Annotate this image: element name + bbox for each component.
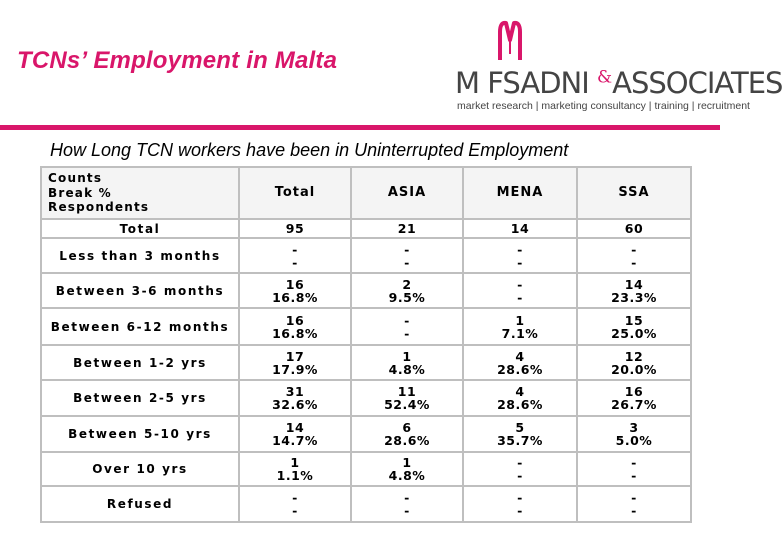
corner-line-break: Break % — [48, 185, 112, 200]
cell-count: 31 — [285, 384, 305, 399]
cell-percent: 16.8% — [272, 325, 318, 341]
cell-mena — [463, 308, 577, 345]
cell-count: 4 — [515, 384, 525, 399]
cell-percent: 32.6% — [272, 397, 318, 412]
cell-percent: 52.4% — [384, 397, 430, 412]
row-label: Over 10 yrs — [41, 452, 239, 486]
employment-table-container — [40, 166, 690, 524]
table-total-row — [41, 219, 691, 238]
cell-percent: 9.5% — [388, 289, 426, 305]
cell-percent: 20.0% — [611, 361, 657, 377]
slide-title: TCNs’ Employment in Malta — [17, 47, 338, 74]
cell-count: - — [292, 241, 298, 257]
cell-ssa — [577, 380, 691, 416]
table-corner-legend — [41, 167, 239, 219]
cell-count: - — [631, 490, 637, 505]
column-header-asia: ASIA — [351, 167, 463, 219]
cell-mena — [463, 452, 577, 486]
cell-count: 14 — [285, 420, 305, 435]
cell-percent: 4.8% — [388, 468, 426, 483]
corner-line-counts: Counts — [48, 171, 103, 186]
cell-total — [239, 308, 351, 345]
cell-percent: - — [631, 503, 637, 518]
cell-count: - — [292, 490, 298, 505]
cell-ssa — [577, 416, 691, 452]
cell-count: 12 — [624, 348, 644, 364]
cell-ssa — [577, 238, 691, 273]
cell-percent: 35.7% — [497, 433, 543, 448]
cell-ssa — [577, 273, 691, 308]
cell-mena — [463, 238, 577, 273]
logo-name-left: M FSADNI — [455, 66, 589, 100]
table-row — [41, 273, 691, 308]
cell-count: 11 — [397, 384, 417, 399]
row-label: Between 6-12 months — [41, 308, 239, 345]
table-row — [41, 345, 691, 380]
cell-mena — [463, 380, 577, 416]
cell-asia — [351, 238, 463, 273]
logo-tagline: market research | marketing consultancy | training | recruitment — [457, 100, 750, 112]
table-header-row — [41, 167, 691, 219]
table-row — [41, 238, 691, 273]
logo-m-mark-icon — [496, 20, 524, 62]
cell-count: - — [631, 455, 637, 470]
company-logo — [455, 18, 782, 120]
cell-percent: 28.6% — [497, 361, 543, 377]
cell-count: 16 — [285, 312, 305, 328]
cell-percent: 16.8% — [272, 289, 318, 305]
cell-count: 16 — [624, 384, 644, 399]
cell-total — [239, 486, 351, 522]
total-value-mena: 14 — [463, 219, 577, 238]
cell-total — [239, 416, 351, 452]
cell-percent: 14.7% — [272, 433, 318, 448]
cell-count: 1 — [290, 455, 300, 470]
cell-total — [239, 238, 351, 273]
cell-percent: - — [292, 254, 298, 270]
cell-percent: - — [517, 254, 523, 270]
cell-percent: - — [631, 468, 637, 483]
cell-count: 4 — [515, 348, 525, 364]
table-row — [41, 380, 691, 416]
cell-count: - — [517, 490, 523, 505]
cell-ssa — [577, 345, 691, 380]
row-label-total: Total — [41, 219, 239, 238]
cell-count: 2 — [402, 276, 412, 292]
table-row — [41, 452, 691, 486]
table-body — [41, 167, 691, 522]
row-label: Less than 3 months — [41, 238, 239, 273]
cell-count: 1 — [402, 455, 412, 470]
cell-asia — [351, 452, 463, 486]
logo-ampersand: & — [597, 67, 613, 88]
cell-total — [239, 345, 351, 380]
cell-percent: 7.1% — [501, 325, 539, 341]
cell-mena — [463, 416, 577, 452]
cell-count: 6 — [402, 420, 412, 435]
cell-percent: - — [517, 468, 523, 483]
row-label: Between 1-2 yrs — [41, 345, 239, 380]
cell-percent: - — [292, 503, 298, 518]
total-value-ssa: 60 — [577, 219, 691, 238]
row-label: Refused — [41, 486, 239, 522]
cell-count: 14 — [624, 276, 644, 292]
table-subtitle: How Long TCN workers have been in Uninterrupted Employment — [50, 140, 569, 160]
cell-count: 17 — [285, 348, 305, 364]
corner-line-respondents: Respondents — [48, 200, 150, 215]
cell-percent: 28.6% — [384, 433, 430, 448]
cell-percent: 1.1% — [276, 468, 314, 483]
cell-asia — [351, 486, 463, 522]
cell-asia — [351, 273, 463, 308]
cell-percent: 26.7% — [611, 397, 657, 412]
column-header-mena: MENA — [463, 167, 577, 219]
cell-percent: - — [404, 254, 410, 270]
logo-wordmark — [455, 66, 782, 100]
cell-percent: 17.9% — [272, 361, 318, 377]
row-label: Between 3-6 months — [41, 273, 239, 308]
cell-count: - — [404, 490, 410, 505]
column-header-total: Total — [239, 167, 351, 219]
cell-total — [239, 273, 351, 308]
cell-count: 16 — [285, 276, 305, 292]
cell-count: 1 — [402, 348, 412, 364]
cell-ssa — [577, 452, 691, 486]
cell-percent: 5.0% — [615, 433, 653, 448]
cell-count: 15 — [624, 312, 644, 328]
cell-count: - — [517, 241, 523, 257]
table-row — [41, 486, 691, 522]
cell-asia — [351, 345, 463, 380]
table-row — [41, 416, 691, 452]
cell-asia — [351, 416, 463, 452]
employment-duration-table — [40, 166, 692, 523]
cell-percent: 4.8% — [388, 361, 426, 377]
cell-percent: 25.0% — [611, 325, 657, 341]
row-label: Between 2-5 yrs — [41, 380, 239, 416]
cell-percent: 28.6% — [497, 397, 543, 412]
cell-percent: - — [517, 503, 523, 518]
cell-percent: - — [404, 325, 410, 341]
cell-count: - — [404, 241, 410, 257]
cell-total — [239, 452, 351, 486]
cell-asia — [351, 308, 463, 345]
cell-count: - — [631, 241, 637, 257]
cell-ssa — [577, 308, 691, 345]
cell-mena — [463, 345, 577, 380]
logo-name-right: ASSOCIATES — [612, 66, 782, 100]
total-value-total: 95 — [239, 219, 351, 238]
total-value-asia: 21 — [351, 219, 463, 238]
cell-count: - — [517, 455, 523, 470]
cell-total — [239, 380, 351, 416]
row-label: Between 5-10 yrs — [41, 416, 239, 452]
cell-ssa — [577, 486, 691, 522]
cell-asia — [351, 380, 463, 416]
cell-count: - — [404, 312, 410, 328]
table-row — [41, 308, 691, 345]
cell-count: - — [517, 276, 523, 292]
cell-mena — [463, 273, 577, 308]
cell-count: 3 — [629, 420, 639, 435]
header-divider — [0, 125, 720, 130]
cell-percent: - — [631, 254, 637, 270]
cell-percent: - — [517, 289, 523, 305]
cell-percent: 23.3% — [611, 289, 657, 305]
column-header-ssa: SSA — [577, 167, 691, 219]
cell-count: 5 — [515, 420, 525, 435]
cell-percent: - — [404, 503, 410, 518]
cell-count: 1 — [515, 312, 525, 328]
cell-mena — [463, 486, 577, 522]
